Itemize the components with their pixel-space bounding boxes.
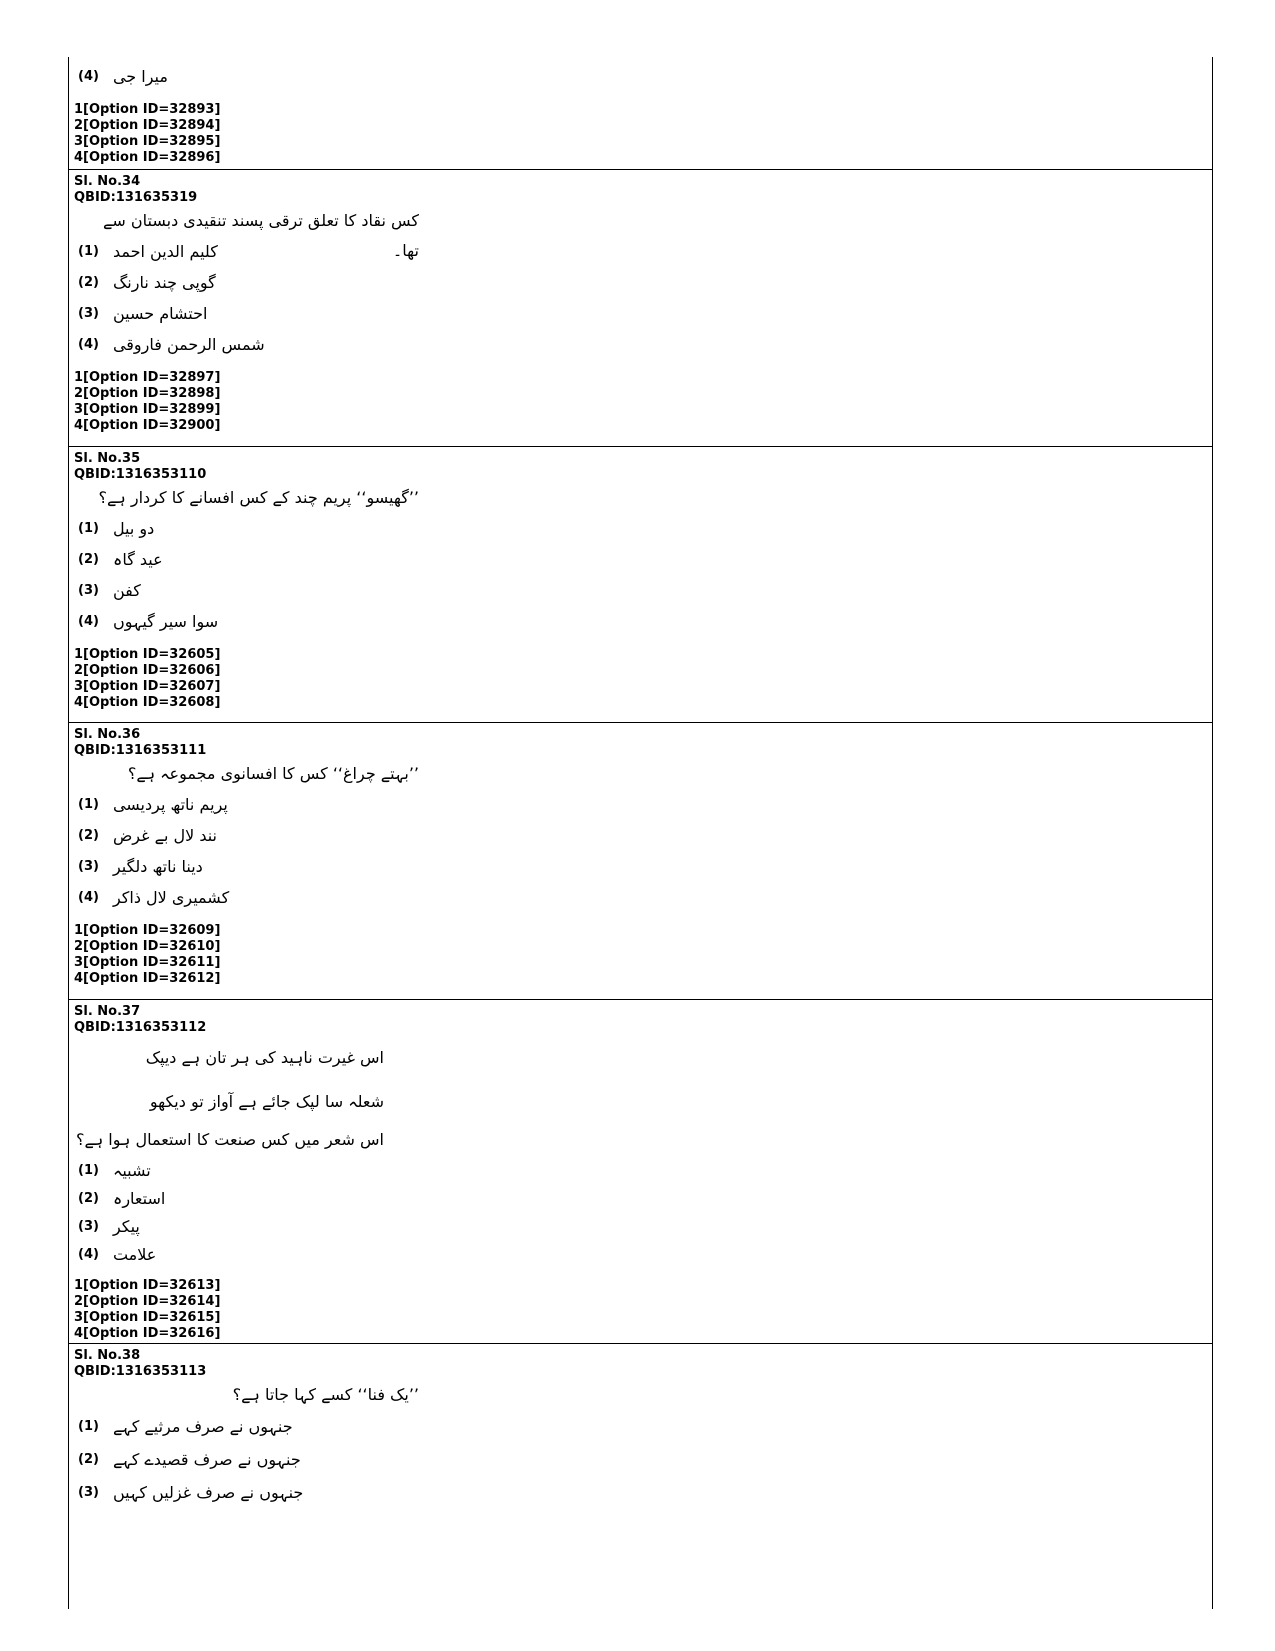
verse-line-1: اس غیرت ناہید کی ہر تان ہے دیپک bbox=[145, 1048, 384, 1067]
qbid: QBID:1316353110 bbox=[74, 467, 207, 482]
option-number: (2) bbox=[78, 552, 99, 567]
question-block-35 bbox=[69, 447, 1212, 723]
option-row bbox=[74, 236, 1212, 267]
option-number: (1) bbox=[78, 1419, 99, 1434]
question-block-33-tail bbox=[69, 57, 1212, 170]
qbid: QBID:1316353112 bbox=[74, 1020, 207, 1035]
option-number: (2) bbox=[78, 1452, 99, 1467]
option-id-list bbox=[74, 1278, 1212, 1342]
question-text: کس نقاد کا تعلق ترقی پسند تنقیدی دبستان سے تھا۔ bbox=[103, 211, 419, 260]
option-number: (3) bbox=[78, 1218, 99, 1234]
option-row bbox=[74, 882, 1212, 913]
option-row bbox=[74, 1212, 1212, 1240]
option-id: 2[Option ID=32898] bbox=[74, 386, 221, 401]
option-text: میرا جی bbox=[112, 67, 168, 86]
option-text: کفن bbox=[112, 581, 141, 600]
option-row bbox=[74, 1240, 1212, 1268]
option-text: دینا ناتھ دلگیر bbox=[112, 857, 203, 876]
option-text: گوپی چند نارنگ bbox=[112, 273, 216, 292]
option-id: 1[Option ID=32897] bbox=[74, 370, 221, 385]
qbid: QBID:1316353111 bbox=[74, 743, 207, 758]
option-id: 1[Option ID=32609] bbox=[74, 923, 221, 938]
option-id: 4[Option ID=32900] bbox=[74, 418, 221, 433]
option-id-list bbox=[74, 923, 1212, 987]
qbid: QBID:131635319 bbox=[74, 190, 198, 205]
option-row bbox=[74, 1184, 1212, 1212]
option-text: احتشام حسین bbox=[112, 304, 208, 323]
option-text: جنہوں نے صرف قصیدے کہے bbox=[112, 1450, 301, 1469]
option-text: نند لال بے غرض bbox=[112, 826, 217, 845]
option-row bbox=[74, 1443, 1212, 1476]
question-block-36 bbox=[69, 723, 1212, 1000]
option-text: دو بیل bbox=[112, 519, 155, 538]
option-id: 3[Option ID=32895] bbox=[74, 134, 221, 149]
question-block-37 bbox=[69, 1000, 1212, 1344]
option-id: 3[Option ID=32611] bbox=[74, 955, 221, 970]
serial-number: Sl. No.35 bbox=[74, 451, 141, 466]
question-text: ’’گھیسو‘‘ پریم چند کے کس افسانے کا کردار ہے؟ bbox=[98, 488, 419, 507]
option-id: 1[Option ID=32605] bbox=[74, 647, 221, 662]
option-number: (4) bbox=[78, 337, 99, 352]
option-row bbox=[74, 575, 1212, 606]
option-id: 4[Option ID=32896] bbox=[74, 150, 221, 165]
option-number: (4) bbox=[78, 890, 99, 905]
option-id: 3[Option ID=32607] bbox=[74, 679, 221, 694]
option-row bbox=[74, 606, 1212, 637]
question-block-38 bbox=[69, 1344, 1212, 1512]
option-id: 2[Option ID=32610] bbox=[74, 939, 221, 954]
option-number: (1) bbox=[78, 1162, 99, 1178]
serial-number: Sl. No.37 bbox=[74, 1004, 141, 1019]
option-id: 3[Option ID=32899] bbox=[74, 402, 221, 417]
option-text: پیکر bbox=[112, 1216, 140, 1236]
option-id: 4[Option ID=32616] bbox=[74, 1326, 221, 1341]
option-row bbox=[74, 1410, 1212, 1443]
question-text: اس شعر میں کس صنعت کا استعمال ہوا ہے؟ bbox=[75, 1130, 384, 1149]
option-text: کشمیری لال ذاکر bbox=[112, 888, 230, 907]
option-number: (2) bbox=[78, 1190, 99, 1206]
option-id: 2[Option ID=32606] bbox=[74, 663, 221, 678]
option-text: شمس الرحمن فاروقی bbox=[112, 335, 265, 354]
question-text: ’’بہتے چراغ‘‘ کس کا افسانوی مجموعہ ہے؟ bbox=[127, 764, 419, 783]
option-number: (2) bbox=[78, 275, 99, 290]
option-row bbox=[74, 789, 1212, 820]
option-number: (4) bbox=[78, 1246, 99, 1262]
option-row bbox=[74, 1156, 1212, 1184]
question-block-34 bbox=[69, 170, 1212, 447]
option-number: (4) bbox=[78, 69, 99, 84]
option-text: عید گاہ bbox=[112, 550, 163, 569]
option-text: پریم ناتھ پردیسی bbox=[112, 795, 228, 814]
option-row bbox=[74, 267, 1212, 298]
option-text: جنہوں نے صرف مرثیے کہے bbox=[112, 1417, 293, 1436]
option-row bbox=[74, 1476, 1212, 1509]
option-text: کلیم الدین احمد bbox=[112, 242, 218, 261]
question-text: ’’یک فنا‘‘ کسے کہا جاتا ہے؟ bbox=[232, 1385, 419, 1404]
option-text: جنہوں نے صرف غزلیں کہیں bbox=[112, 1483, 304, 1502]
option-text: سوا سیر گیہوں bbox=[112, 612, 219, 631]
option-row bbox=[74, 851, 1212, 882]
option-row bbox=[74, 544, 1212, 575]
option-number: (3) bbox=[78, 859, 99, 874]
question-paper-page bbox=[68, 57, 1213, 1609]
option-number: (3) bbox=[78, 1485, 99, 1500]
option-id-list bbox=[74, 370, 1212, 434]
option-id: 2[Option ID=32894] bbox=[74, 118, 221, 133]
option-id: 4[Option ID=32612] bbox=[74, 971, 221, 986]
option-id: 1[Option ID=32893] bbox=[74, 102, 221, 117]
serial-number: Sl. No.38 bbox=[74, 1348, 141, 1363]
option-number: (1) bbox=[78, 521, 99, 536]
option-number: (2) bbox=[78, 828, 99, 843]
option-number: (1) bbox=[78, 244, 99, 259]
serial-number: Sl. No.36 bbox=[74, 727, 141, 742]
option-id: 3[Option ID=32615] bbox=[74, 1310, 221, 1325]
option-number: (1) bbox=[78, 797, 99, 812]
verse-line-2: شعلہ سا لپک جائے ہے آواز تو دیکھو bbox=[149, 1092, 384, 1111]
option-id: 2[Option ID=32614] bbox=[74, 1294, 221, 1309]
option-row bbox=[74, 820, 1212, 851]
option-row bbox=[74, 513, 1212, 544]
option-number: (3) bbox=[78, 583, 99, 598]
serial-number: Sl. No.34 bbox=[74, 174, 141, 189]
option-row bbox=[74, 61, 1212, 92]
option-text: استعارہ bbox=[112, 1188, 166, 1208]
option-text: تشبیہ bbox=[112, 1160, 151, 1180]
option-text: علامت bbox=[112, 1244, 157, 1264]
option-id: 4[Option ID=32608] bbox=[74, 695, 221, 710]
option-number: (4) bbox=[78, 614, 99, 629]
option-id-list bbox=[74, 102, 1212, 166]
option-id-list bbox=[74, 647, 1212, 711]
option-row bbox=[74, 298, 1212, 329]
qbid: QBID:1316353113 bbox=[74, 1364, 207, 1379]
option-id: 1[Option ID=32613] bbox=[74, 1278, 221, 1293]
option-number: (3) bbox=[78, 306, 99, 321]
option-row bbox=[74, 329, 1212, 360]
